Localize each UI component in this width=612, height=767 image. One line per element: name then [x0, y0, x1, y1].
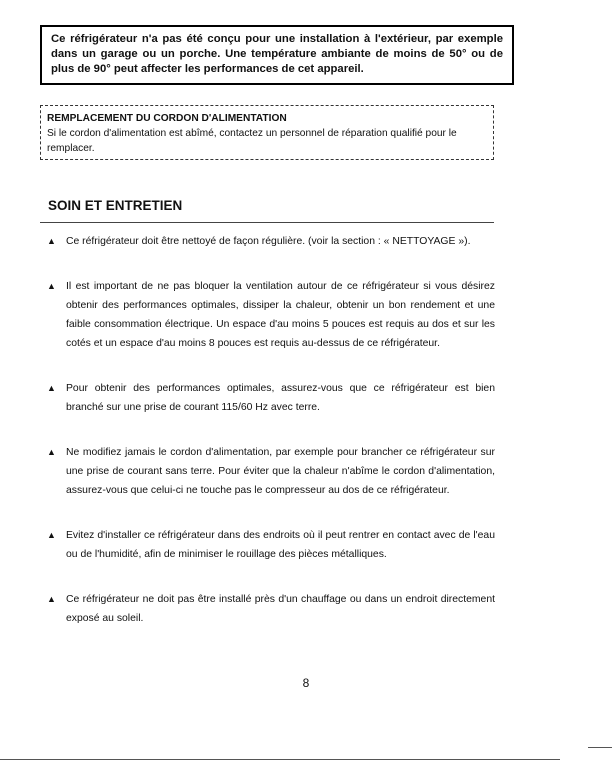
triangle-bullet-icon: ▲: [47, 236, 56, 246]
warning-box: [40, 25, 514, 85]
bottom-edge-line: [588, 747, 612, 748]
bullet-text: Evitez d'installer ce réfrigérateur dans des endroits où il peut rentrer en contact avec de l'eau ou de l'humidité, afin de minimiser le rouillage des pièces métalliques.: [66, 530, 495, 560]
bullet-text: Ne modifiez jamais le cordon d'alimentation, par exemple pour brancher ce réfrigérateur sur une prise de courant sans terre. Pour éviter que la chaleur n'abîme le cordon d'alimentation, assurez-vous que celui-ci ne touche pas le compresseur au dos de ce réfrigérateur.: [66, 447, 495, 496]
bullet-text: Pour obtenir des performances optimales, assurez-vous que ce réfrigérateur est bien branché sur une prise de courant 115/60 Hz avec terre.: [66, 383, 495, 413]
power-cord-text: Si le cordon d'alimentation est abîmé, contactez un personnel de réparation qualifié pour le remplacer.: [47, 128, 457, 154]
triangle-bullet-icon: ▲: [47, 281, 56, 291]
bullet-item: [47, 232, 495, 251]
bottom-edge-line: [0, 759, 560, 760]
bullet-item: [47, 379, 495, 417]
bullet-item: [47, 526, 495, 564]
power-cord-notice: [40, 105, 494, 160]
page-number: 8: [302, 676, 310, 690]
bullet-text: Ce réfrigérateur doit être nettoyé de façon régulière. (voir la section : « NETTOYAGE »).: [66, 236, 471, 247]
triangle-bullet-icon: ▲: [47, 594, 56, 604]
triangle-bullet-icon: ▲: [47, 447, 56, 457]
section-title: SOIN ET ENTRETIEN: [48, 198, 183, 213]
bullet-item: [47, 443, 495, 500]
power-cord-title: REMPLACEMENT DU CORDON D'ALIMENTATION: [47, 113, 287, 124]
triangle-bullet-icon: ▲: [47, 530, 56, 540]
bullet-item: [47, 590, 495, 628]
triangle-bullet-icon: ▲: [47, 383, 56, 393]
bullet-text: Ce réfrigérateur ne doit pas être installé près d'un chauffage ou dans un endroit directement exposé au soleil.: [66, 594, 495, 624]
bullet-item: [47, 277, 495, 353]
warning-text: Ce réfrigérateur n'a pas été conçu pour une installation à l'extérieur, par exemple dans un garage ou un porche. Une température ambiante de moins de 50° ou de plus de 90° peut affecter les performances de cet appareil.: [51, 33, 503, 75]
care-bullet-list: [47, 232, 495, 628]
section-divider: [40, 222, 494, 223]
bullet-text: Il est important de ne pas bloquer la ventilation autour de ce réfrigérateur si vous désirez obtenir des performances optimales, dissiper la chaleur, obtenir un bon rendement et une faible consommation électrique. Un espace d'au moins 5 pouces est requis au dos et sur les cotés et un espace d'au moins 8 pouces est requis au-dessus de ce réfrigérateur.: [66, 281, 495, 349]
